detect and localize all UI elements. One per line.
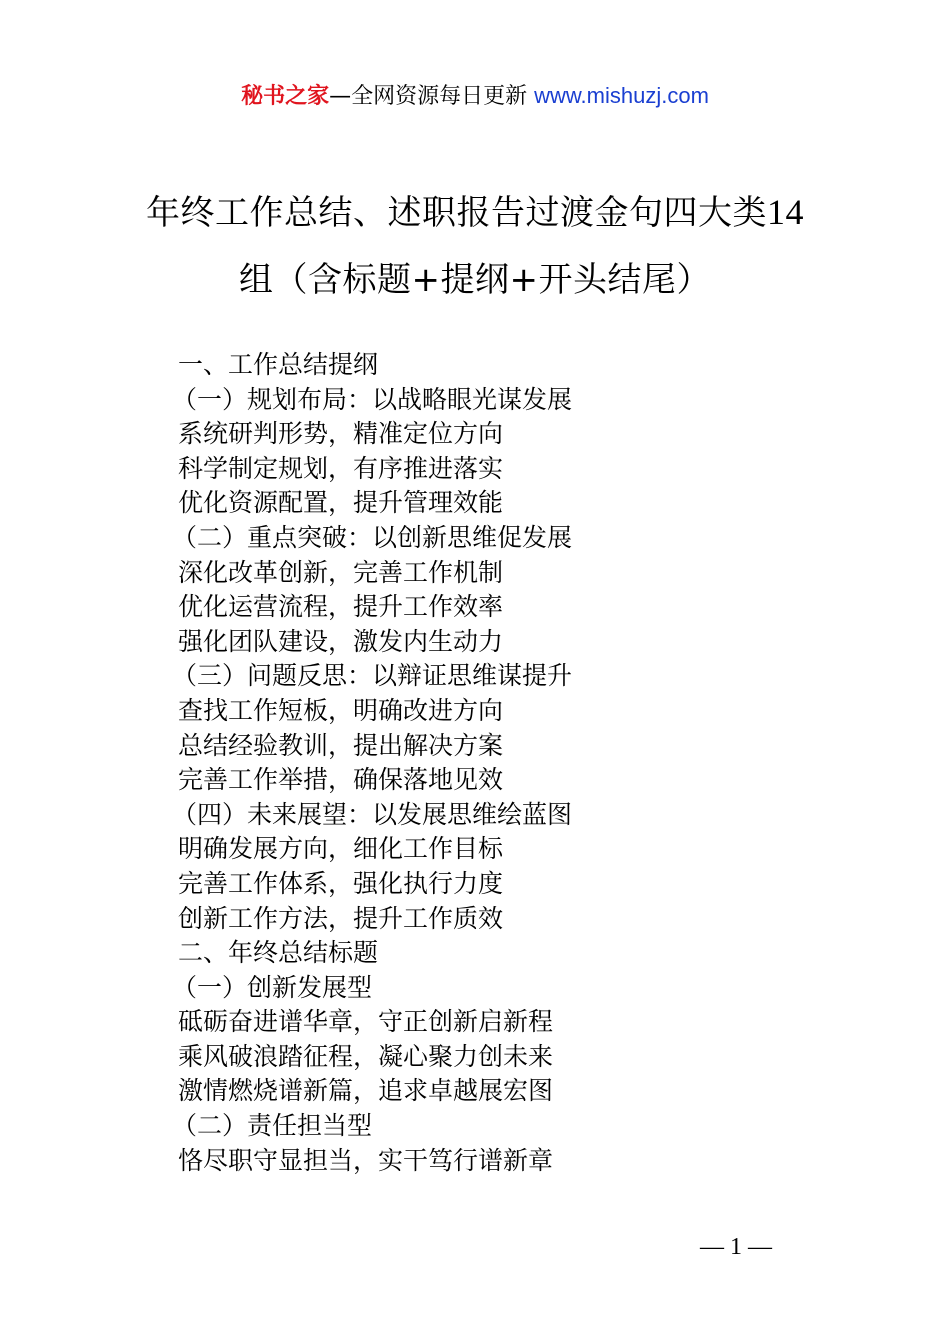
body-line: 总结经验教训，提出解决方案 bbox=[178, 730, 504, 760]
body-line: 砥砺奋进谱华章，守正创新启新程 bbox=[178, 1007, 554, 1037]
body-line: 乘风破浪踏征程，凝心聚力创未来 bbox=[178, 1041, 554, 1071]
subsection-heading: （二）重点突破：以创新思维促发展 bbox=[172, 522, 573, 552]
subsection-heading: （一）规划布局：以战略眼光谋发展 bbox=[172, 384, 573, 414]
body-line: 优化运营流程，提升工作效率 bbox=[178, 592, 504, 622]
body-line: 查找工作短板，明确改进方向 bbox=[178, 695, 504, 725]
site-header bbox=[0, 80, 950, 113]
subsection-heading: （二）责任担当型 bbox=[172, 1111, 373, 1141]
title-number: 14 bbox=[767, 192, 804, 232]
subsection-heading: （四）未来展望：以发展思维绘蓝图 bbox=[172, 799, 573, 829]
body-line: 创新工作方法，提升工作质效 bbox=[178, 903, 504, 933]
body-line: 优化资源配置，提升管理效能 bbox=[178, 488, 504, 518]
body-line: 激情燃烧谱新篇，追求卓越展宏图 bbox=[178, 1076, 554, 1106]
header-tagline: —全网资源每日更新 bbox=[329, 84, 528, 109]
body-line: 完善工作举措，确保落地见效 bbox=[178, 765, 504, 795]
body-line: 系统研判形势，精准定位方向 bbox=[178, 419, 504, 449]
body-line: 恪尽职守显担当，实干笃行谱新章 bbox=[178, 1145, 554, 1175]
body-line: 深化改革创新，完善工作机制 bbox=[178, 557, 504, 587]
document-body bbox=[172, 348, 573, 1178]
document-title-line-2: 组（含标题+提纲+开头结尾） bbox=[239, 260, 711, 300]
body-line: 强化团队建设，激发内生动力 bbox=[178, 626, 504, 656]
subsection-heading: （三）问题反思：以辩证思维谋提升 bbox=[172, 661, 573, 691]
page-number: — 1 — bbox=[700, 1234, 772, 1260]
body-line: 科学制定规划，有序推进落实 bbox=[178, 453, 504, 483]
subsection-heading: （一）创新发展型 bbox=[172, 972, 373, 1002]
document-title-line-1 bbox=[0, 190, 950, 235]
section-heading: 二、年终总结标题 bbox=[178, 938, 379, 968]
body-line: 明确发展方向，细化工作目标 bbox=[178, 834, 504, 864]
section-heading: 一、工作总结提纲 bbox=[178, 350, 379, 379]
title-text: 年终工作总结、述职报告过渡金句四大类 bbox=[146, 193, 767, 233]
site-url-link[interactable]: www.mishuzj.com bbox=[534, 83, 709, 108]
body-line: 完善工作体系，强化执行力度 bbox=[178, 868, 504, 898]
brand-name: 秘书之家 bbox=[241, 84, 330, 109]
